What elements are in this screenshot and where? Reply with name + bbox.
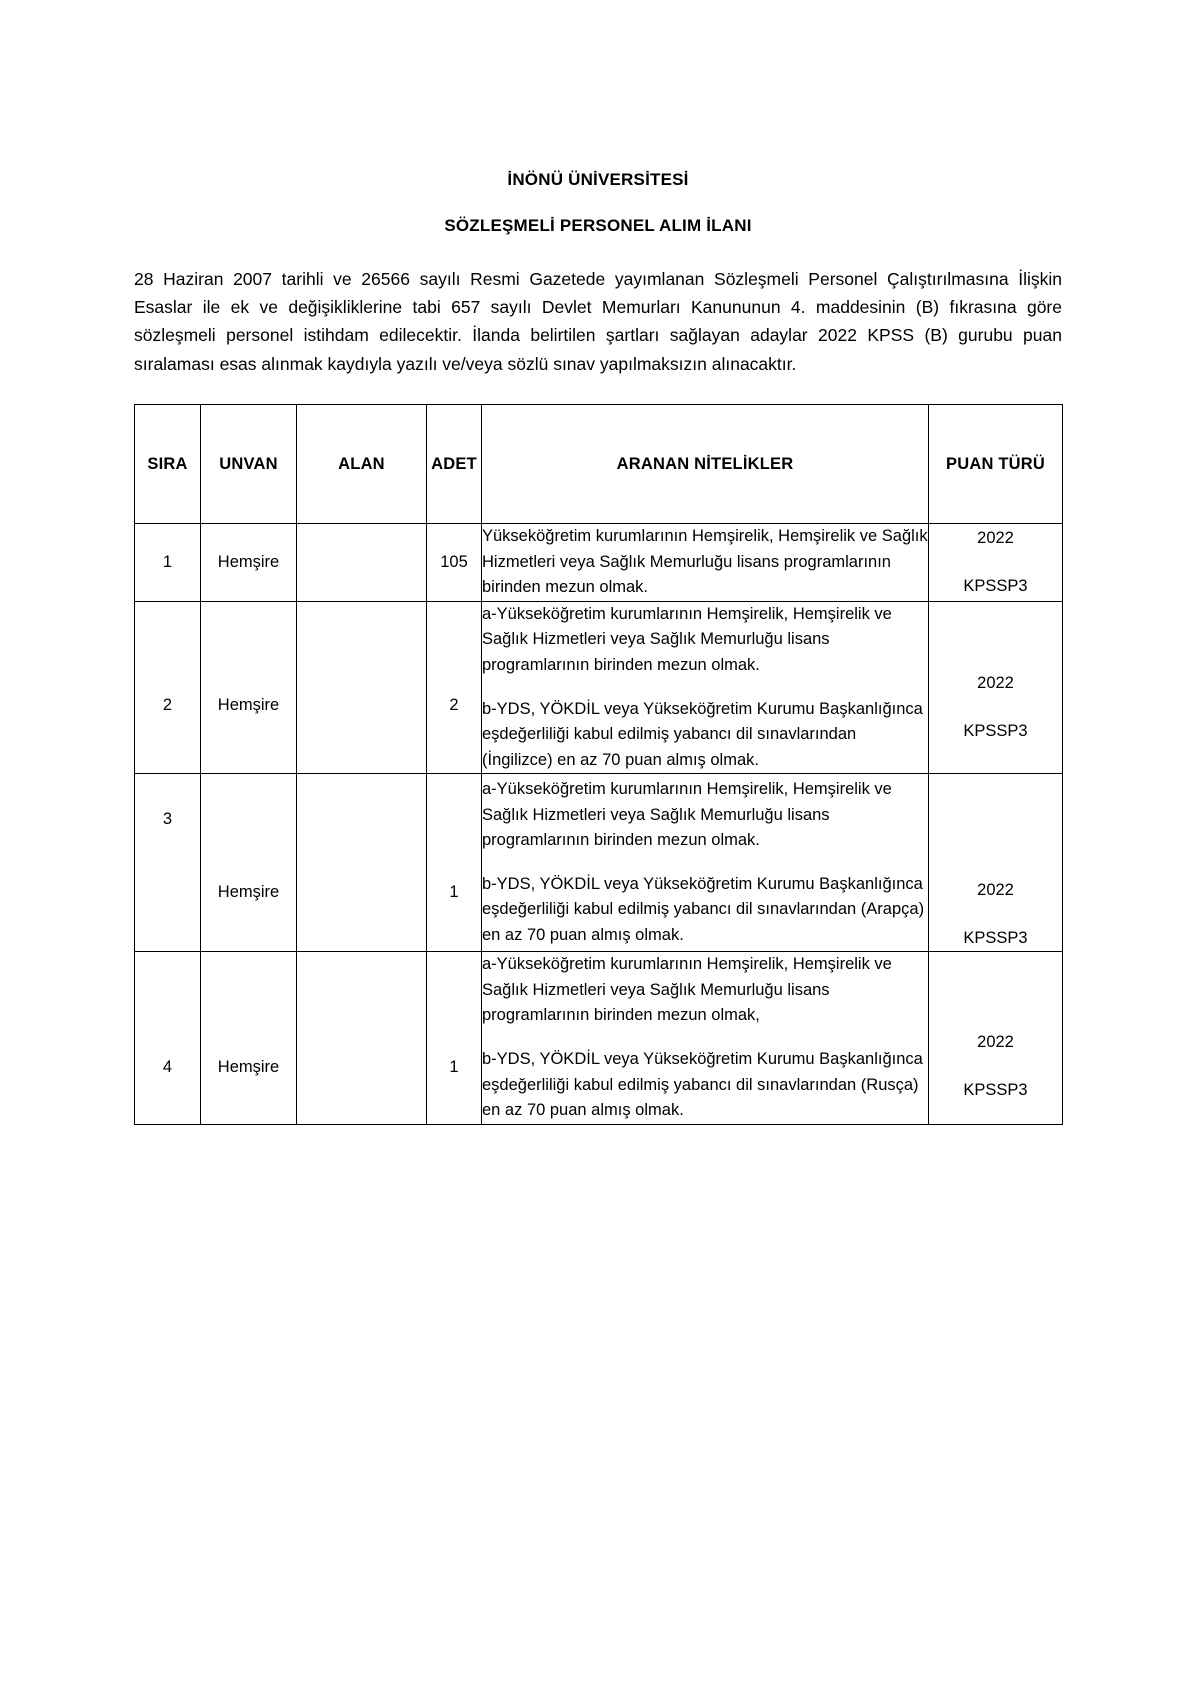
puan-year: 2022	[977, 528, 1014, 547]
page-subtitle: SÖZLEŞMELİ PERSONEL ALIM İLANI	[444, 216, 752, 236]
cell-puan-turu	[929, 601, 1063, 773]
column-header-sira: SIRA	[135, 405, 201, 524]
puan-year: 2022	[977, 881, 1014, 900]
cell-sira: 4	[135, 952, 201, 1124]
puan-type: KPSSP3	[963, 576, 1028, 595]
cell-nitelikler	[482, 601, 929, 773]
qualification-item: b-YDS, YÖKDİL veya Yükseköğretim Kurumu Başkanlığınca eşdeğerliliği kabul edilmiş yabancı dil sınavlarından (Arapça) en az 70 puan almış olmak.	[482, 874, 925, 944]
puan-type: KPSSP3	[963, 1081, 1028, 1100]
table-row	[135, 524, 1063, 602]
table-row	[135, 952, 1063, 1124]
cell-nitelikler	[482, 524, 929, 602]
puan-year: 2022	[977, 673, 1014, 692]
cell-unvan: Hemşire	[201, 601, 297, 773]
column-header-nitelikler: ARANAN NİTELİKLER	[482, 405, 929, 524]
qualification-item: b-YDS, YÖKDİL veya Yükseköğretim Kurumu Başkanlığınca eşdeğerliliği kabul edilmiş yabancı dil sınavlarından (Rusça) en az 70 puan almış olmak.	[482, 1050, 923, 1120]
puan-year: 2022	[977, 1033, 1014, 1052]
table-row	[135, 601, 1063, 773]
column-header-adet: ADET	[427, 405, 482, 524]
table-body	[135, 524, 1063, 1125]
cell-nitelikler	[482, 774, 929, 952]
column-header-unvan: UNVAN	[201, 405, 297, 524]
cell-adet: 1	[427, 952, 482, 1124]
cell-puan-turu	[929, 952, 1063, 1124]
cell-puan-turu	[929, 774, 1063, 952]
puan-type: KPSSP3	[963, 721, 1028, 740]
qualification-item: a-Yükseköğretim kurumlarının Hemşirelik, Hemşirelik ve Sağlık Hizmetleri veya Sağlık Memurluğu lisans programlarının birinden mezun olmak.	[482, 604, 892, 674]
cell-unvan: Hemşire	[201, 524, 297, 602]
column-header-alan: ALAN	[297, 405, 427, 524]
qualification-item: a-Yükseköğretim kurumlarının Hemşirelik, Hemşirelik ve Sağlık Hizmetleri veya Sağlık Memurluğu lisans programlarının birinden mezun olmak.	[482, 780, 892, 850]
positions-table	[134, 404, 1063, 1125]
qualification-item: a-Yükseköğretim kurumlarının Hemşirelik, Hemşirelik ve Sağlık Hizmetleri veya Sağlık Memurluğu lisans programlarının birinden mezun olmak,	[482, 955, 892, 1025]
cell-alan	[297, 601, 427, 773]
cell-unvan: Hemşire	[201, 774, 297, 952]
qualification-item: b-YDS, YÖKDİL veya Yükseköğretim Kurumu Başkanlığınca eşdeğerliliği kabul edilmiş yabancı dil sınavlarından (İngilizce) en az 70 puan almış olmak.	[482, 699, 923, 769]
document-content	[134, 0, 1062, 1125]
cell-alan	[297, 774, 427, 952]
cell-adet: 2	[427, 601, 482, 773]
cell-unvan: Hemşire	[201, 952, 297, 1124]
table-row	[135, 774, 1063, 952]
qualification-item: Yükseköğretim kurumlarının Hemşirelik, Hemşirelik ve Sağlık Hizmetleri veya Sağlık Memurluğu lisans programlarının birinden mezun olmak.	[482, 527, 928, 597]
column-header-puan-turu: PUAN TÜRÜ	[929, 405, 1063, 524]
cell-alan	[297, 524, 427, 602]
cell-sira: 2	[135, 601, 201, 773]
puan-type: KPSSP3	[963, 928, 1028, 947]
page-title: İNÖNÜ ÜNİVERSİTESİ	[507, 170, 689, 189]
table-header	[135, 405, 1063, 524]
cell-puan-turu	[929, 524, 1063, 602]
cell-sira: 1	[135, 524, 201, 602]
cell-nitelikler	[482, 952, 929, 1124]
cell-sira: 3	[135, 774, 201, 952]
cell-alan	[297, 952, 427, 1124]
cell-adet: 1	[427, 774, 482, 952]
cell-adet: 105	[427, 524, 482, 602]
intro-paragraph: 28 Haziran 2007 tarihli ve 26566 sayılı Resmi Gazetede yayımlanan Sözleşmeli Personel Çalıştırılmasına İlişkin Esaslar ile ek ve değişikliklerine tabi 657 sayılı Devlet Memurları Kanununun 4. maddesinin (B) fıkrasına göre sözleşmeli personel istihdam edilecektir. İlanda belirtilen şartları sağlayan adaylar 2022 KPSS (B) gurubu puan sıralaması esas alınmak kaydıyla yazılı ve/veya sözlü sınav yapılmaksızın alınacaktır.	[134, 268, 1062, 374]
table-header-row	[135, 405, 1063, 524]
